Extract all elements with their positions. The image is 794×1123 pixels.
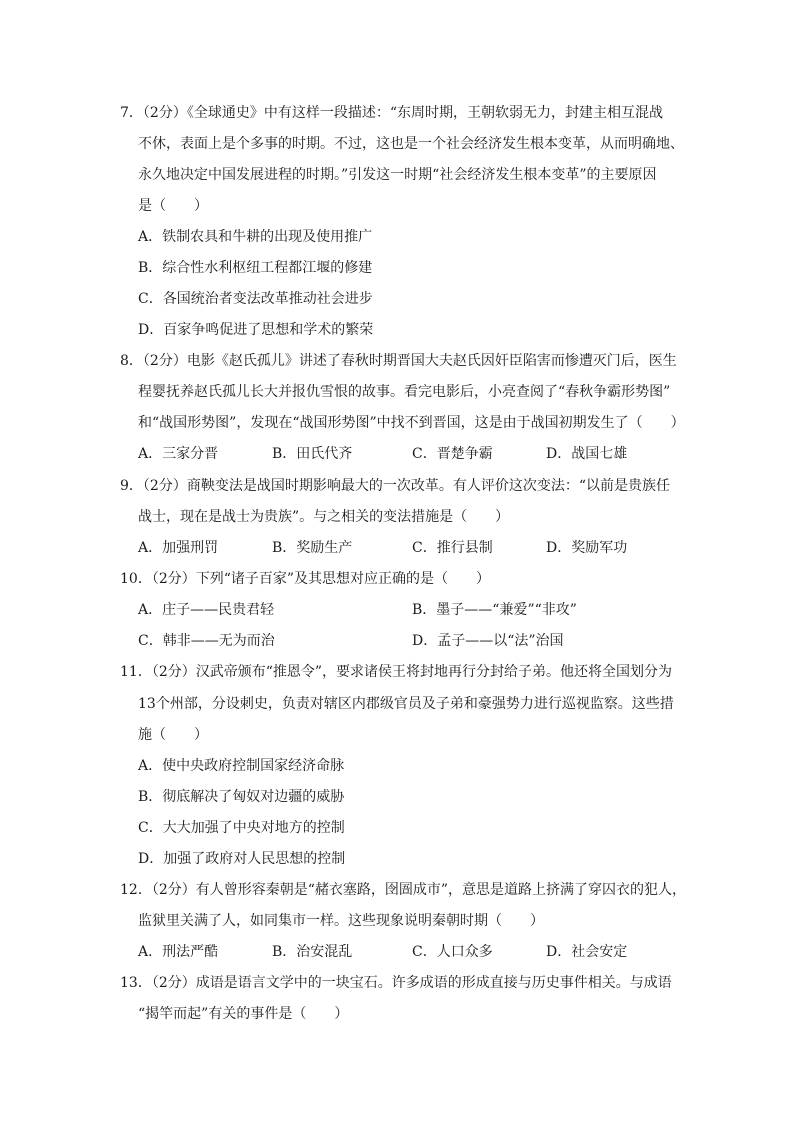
q12-option-c: C．人口众多 xyxy=(412,944,493,960)
q12-option-a: A．刑法严酷 xyxy=(138,944,219,960)
q7-option-a: A．铁制农具和牛耕的出现及使用推广 xyxy=(138,229,373,245)
q13-line-2: “揭竿而起”有关的事件是（ ） xyxy=(138,1006,349,1022)
q8-line-3: 和“战国形势图”，发现在“战国形势图”中找不到晋国，这是由于战国初期发生了（ ） xyxy=(138,415,685,431)
q9-line-2: 战士，现在是战士为贵族”。与之相关的变法措施是（ ） xyxy=(138,509,510,525)
q7-line-4: 是（ ） xyxy=(138,198,208,214)
q11-line-3: 施（ ） xyxy=(138,727,208,743)
q9-option-a: A．加强刑罚 xyxy=(138,540,219,556)
q7-option-d: D．百家争鸣促进了思想和学术的繁荣 xyxy=(138,322,374,338)
q11-line-1: 11．（2分）汉武帝颁布“推恩令”，要求诸侯王将封地再行分封给子弟。他还将全国划分为 xyxy=(120,664,673,680)
q10-option-b: B．墨子——“兼爱”“非攻” xyxy=(412,602,577,618)
q7-line-2: 不休，表面上是个多事的时期。不过，这也是一个社会经济发生根本变革，从而明确地、 xyxy=(138,136,684,152)
q10-line-1: 10．（2分）下列“诸子百家”及其思想对应正确的是（ ） xyxy=(120,571,491,587)
q8-line-1: 8．（2分）电影《赵氏孤儿》讲述了春秋时期晋国大夫赵氏因奸臣陷害而惨遭灭门后，医生 xyxy=(120,353,677,369)
q12-option-d: D．社会安定 xyxy=(546,944,628,960)
q7-option-c: C．各国统治者变法改革推动社会进步 xyxy=(138,291,373,307)
q13-line-1: 13．（2分）成语是语言文学中的一块宝石。许多成语的形成直接与历史事件相关。与成语 xyxy=(120,975,672,991)
q7-line-1: 7．（2分）《全球通史》中有这样一段描述：“东周时期，王朝软弱无力，封建主相互混战 xyxy=(120,105,663,121)
q8-option-d: D．战国七雄 xyxy=(546,446,628,462)
q9-option-b: B．奖励生产 xyxy=(272,540,353,556)
q10-option-d: D．孟子——以“法”治国 xyxy=(412,633,564,649)
q8-option-c: C．晋楚争霸 xyxy=(412,446,493,462)
q9-line-1: 9．（2分）商鞅变法是战国时期影响最大的一次改革。有人评价这次变法：“以前是贵族任 xyxy=(120,478,670,494)
q12-option-b: B．治安混乱 xyxy=(272,944,353,960)
q9-option-c: C．推行县制 xyxy=(412,540,493,556)
q8-option-b: B．田氏代齐 xyxy=(272,446,353,462)
q8-line-2: 程婴抚养赵氏孤儿长大并报仇雪恨的故事。看完电影后，小亮查阅了“春秋争霸形势图” xyxy=(138,384,671,400)
q10-option-c: C．韩非——无为而治 xyxy=(138,633,275,649)
q10-option-a: A．庄子——民贵君轻 xyxy=(138,602,275,618)
q7-line-3: 永久地决定中国发展进程的时期。”引发这一时期“社会经济发生根本变革”的主要原因 xyxy=(138,167,657,183)
q11-option-b: B．彻底解决了匈奴对边疆的威胁 xyxy=(138,789,345,805)
q12-line-2: 监狱里关满了人，如同集市一样。这些现象说明秦朝时期（ ） xyxy=(138,913,544,929)
q9-option-d: D．奖励军功 xyxy=(546,540,628,556)
q11-option-c: C．大大加强了中央对地方的控制 xyxy=(138,820,345,836)
q11-option-a: A．使中央政府控制国家经济命脉 xyxy=(138,758,345,774)
q8-option-a: A．三家分晋 xyxy=(138,446,219,462)
q11-option-d: D．加强了政府对人民思想的控制 xyxy=(138,851,346,867)
q11-line-2: 13个州部，分设刺史，负责对辖区内郡级官员及子弟和豪强势力进行巡视监察。这些措 xyxy=(138,696,674,712)
q12-line-1: 12．（2分）有人曾形容秦朝是“赭衣塞路，囹圄成市”，意思是道路上挤满了穿囚衣的犯人， xyxy=(120,882,687,898)
q7-option-b: B．综合性水利枢纽工程都江堰的修建 xyxy=(138,260,373,276)
